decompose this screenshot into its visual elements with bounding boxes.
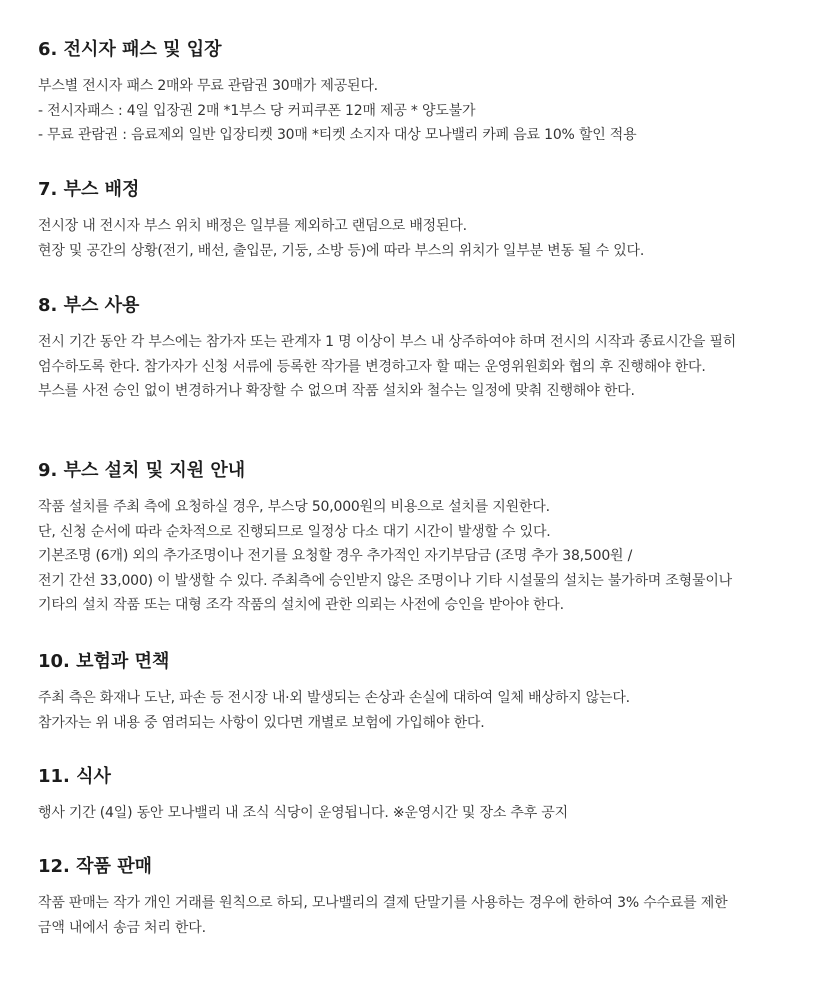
body-line: 전시장 내 전시자 부스 위치 배정은 일부를 제외하고 랜덤으로 배정된다. (38, 218, 467, 234)
body-line: 기본조명 (6개) 외의 추가조명이나 전기를 요청할 경우 추가적인 자기부담금 (조명 추가 38,500원 / (38, 548, 633, 564)
section-heading: 10. 보험과 면책 (38, 651, 170, 672)
section-heading: 9. 부스 설치 및 지원 안내 (38, 460, 246, 481)
section-heading: 8. 부스 사용 (38, 295, 140, 316)
section-exhibitor-pass (38, 38, 818, 148)
body-line: 부스를 사전 승인 없이 변경하거나 확장할 수 없으며 작품 설치와 철수는 일정에 맞춰 진행해야 한다. (38, 383, 635, 399)
body-line: - 무료 관람권 : 음료제외 일반 입장티켓 30매 *티켓 소지자 대상 모나밸리 카페 음료 10% 할인 적용 (38, 127, 637, 143)
section-heading: 7. 부스 배정 (38, 179, 140, 200)
section-insurance (38, 650, 818, 735)
body-line: 주최 측은 화재나 도난, 파손 등 전시장 내·외 발생되는 손상과 손실에 대하여 일체 배상하지 않는다. (38, 690, 630, 706)
body-line: 참가자는 위 내용 중 염려되는 사항이 있다면 개별로 보험에 가입해야 한다. (38, 714, 485, 731)
body-line: 작품 판매는 작가 개인 거래를 원칙으로 하되, 모나밸리의 결제 단말기를 사용하는 경우에 한하여 3% 수수료를 제한 (38, 895, 728, 911)
section-artwork-sales (38, 855, 818, 940)
body-line: 전기 간선 33,000) 이 발생할 수 있다. 주최측에 승인받지 않은 조명이나 기타 시설물의 설치는 불가하며 조형물이나 (38, 572, 732, 589)
body-line: - 전시자패스 : 4일 입장권 2매 *1부스 당 커피쿠폰 12매 제공 * 양도불가 (38, 102, 476, 119)
body-line: 전시 기간 동안 각 부스에는 참가자 또는 관계자 1 명 이상이 부스 내 상주하여야 하며 전시의 시작과 종료시간을 필히 (38, 334, 737, 350)
section-heading: 11. 식사 (38, 766, 111, 787)
section-heading: 12. 작품 판매 (38, 856, 152, 877)
body-line: 금액 내에서 송금 처리 한다. (38, 919, 206, 936)
section-booth-installation (38, 459, 818, 618)
body-line: 단, 신청 순서에 따라 순차적으로 진행되므로 일정상 다소 대기 시간이 발생할 수 있다. (38, 523, 551, 540)
body-line: 작품 설치를 주최 측에 요청하실 경우, 부스당 50,000원의 비용으로 설치를 지원한다. (38, 499, 550, 515)
section-booth-usage (38, 294, 818, 404)
body-line: 엄수하도록 한다. 참가자가 신청 서류에 등록한 작가를 변경하고자 할 때는 운영위원회와 협의 후 진행해야 한다. (38, 358, 706, 375)
section-heading: 6. 전시자 패스 및 입장 (38, 39, 222, 60)
body-line: 기타의 설치 작품 또는 대형 조각 작품의 설치에 관한 의뢰는 사전에 승인을 받아야 한다. (38, 597, 564, 613)
body-line: 현장 및 공간의 상황(전기, 배선, 출입문, 기둥, 소방 등)에 따라 부스의 위치가 일부분 변동 될 수 있다. (38, 242, 645, 259)
body-line: 행사 기간 (4일) 동안 모나밸리 내 조식 식당이 운영됩니다. ※운영시간 및 장소 추후 공지 (38, 805, 568, 821)
body-line: 부스별 전시자 패스 2매와 무료 관람권 30매가 제공된다. (38, 78, 378, 94)
section-meals (38, 765, 818, 826)
section-booth-assignment (38, 178, 818, 263)
